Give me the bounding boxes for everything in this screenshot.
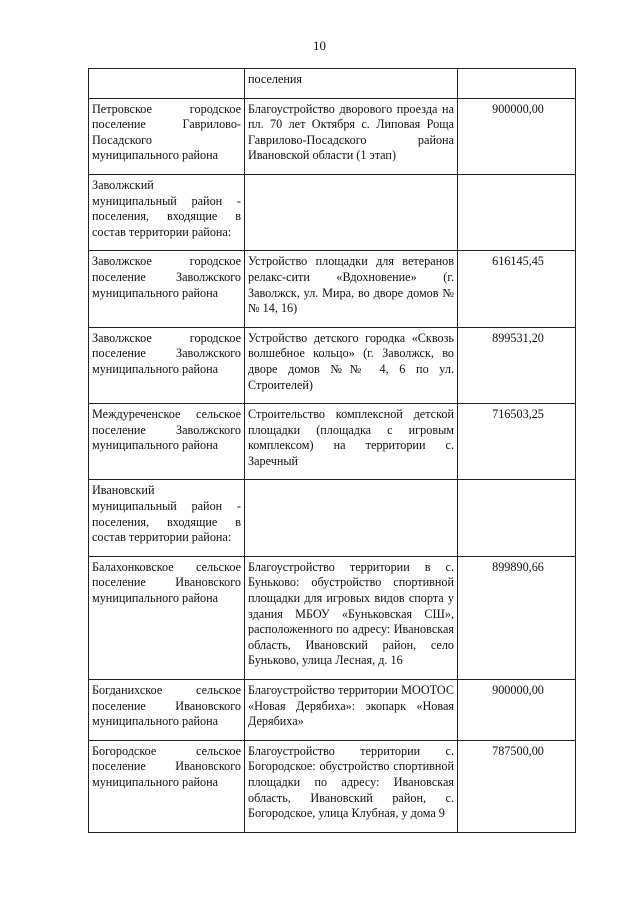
amount-cell: 787500,00 xyxy=(458,740,576,832)
projects-table-body xyxy=(89,69,576,833)
project-cell: Благоустройство дворового проезда на пл. 70 лет Октября с. Липовая Роща Гаврилово-Посадского района Ивановской области (1 этап) xyxy=(245,98,458,174)
table-row xyxy=(89,69,576,99)
page-number: 10 xyxy=(313,38,326,53)
amount-cell: 716503,25 xyxy=(458,404,576,480)
project-cell: поселения xyxy=(245,69,458,99)
projects-table xyxy=(88,68,576,833)
project-cell xyxy=(245,480,458,556)
table-row xyxy=(89,327,576,403)
amount-cell: 900000,00 xyxy=(458,680,576,741)
table-row xyxy=(89,98,576,174)
project-cell xyxy=(245,174,458,250)
project-cell: Устройство площадки для ветеранов релакс-сити «Вдохновение» (г. Заволжск, ул. Мира, во дворе домов №№ 14, 16) xyxy=(245,251,458,327)
table-row xyxy=(89,251,576,327)
amount-cell: 900000,00 xyxy=(458,98,576,174)
table-row xyxy=(89,174,576,250)
project-cell: Строительство комплексной детской площадки (площадка с игровым комплексом) на территории с. Заречный xyxy=(245,404,458,480)
amount-cell xyxy=(458,480,576,556)
municipality-cell: Петровское городское поселение Гаврилово-Посадского муниципального района xyxy=(89,98,245,174)
municipality-cell: Балахонковское сельское поселение Ивановского муниципального района xyxy=(89,556,245,679)
table-row xyxy=(89,404,576,480)
municipality-cell: Ивановский муниципальный район - поселения, входящие в состав территории района: xyxy=(89,480,245,556)
project-cell: Благоустройство территории МООТОС «Новая Дерябиха»: экопарк «Новая Дерябиха» xyxy=(245,680,458,741)
municipality-cell: Заволжский муниципальный район - поселения, входящие в состав территории района: xyxy=(89,174,245,250)
amount-cell xyxy=(458,174,576,250)
amount-cell: 899531,20 xyxy=(458,327,576,403)
municipality-cell: Междуреченское сельское поселение Заволжского муниципального района xyxy=(89,404,245,480)
municipality-cell: Заволжское городское поселение Заволжского муниципального района xyxy=(89,251,245,327)
municipality-cell: Богданихское сельское поселение Ивановского муниципального района xyxy=(89,680,245,741)
amount-cell xyxy=(458,69,576,99)
municipality-cell: Заволжское городское поселение Заволжского муниципального района xyxy=(89,327,245,403)
amount-cell: 899890,66 xyxy=(458,556,576,679)
municipality-cell: Богородское сельское поселение Ивановского муниципального района xyxy=(89,740,245,832)
project-cell: Устройство детского городка «Сквозь волшебное кольцо» (г. Заволжск, во дворе домов №№ 4, 6 по ул. Строителей) xyxy=(245,327,458,403)
table-row xyxy=(89,680,576,741)
project-cell: Благоустройство территории в с. Буньково: обустройство спортивной площадки для игровых видов спорта у здания МБОУ «Буньковская СШ», расположенного по адресу: Ивановская область, Ивановский район, село Буньково, улица Лесная, д. 16 xyxy=(245,556,458,679)
municipality-cell xyxy=(89,69,245,99)
table-row xyxy=(89,556,576,679)
project-cell: Благоустройство территории с. Богородское: обустройство спортивной площадки по адресу: Ивановская область, Ивановский район, с. Богородское, улица Клубная, у дома 9 xyxy=(245,740,458,832)
table-row xyxy=(89,480,576,556)
table-row xyxy=(89,740,576,832)
amount-cell: 616145,45 xyxy=(458,251,576,327)
